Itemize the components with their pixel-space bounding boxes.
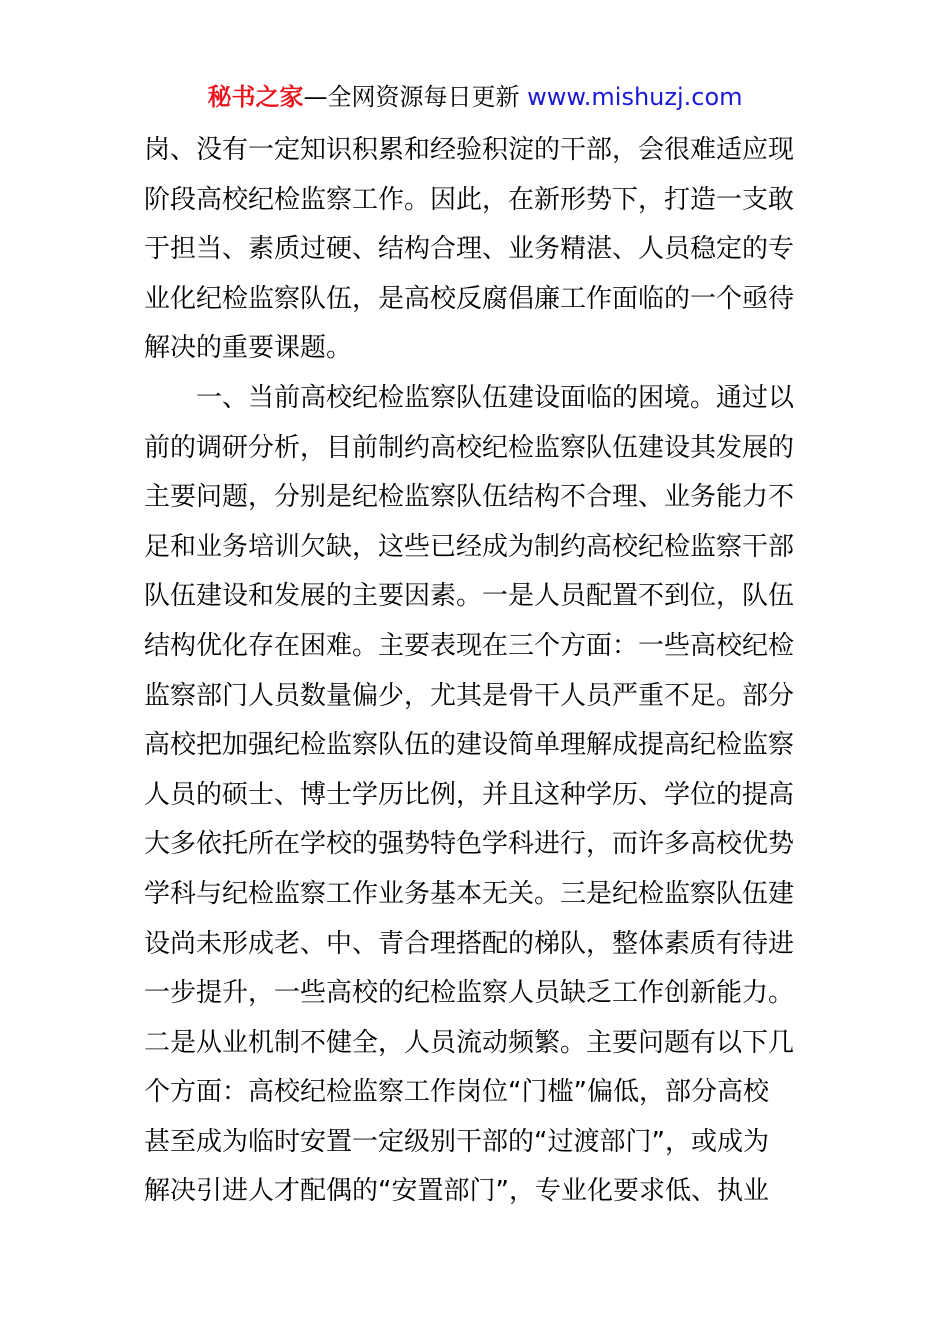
text-line: 岗、没有一定知识积累和经验积淀的干部，会很难适应现 (144, 135, 795, 165)
text-line: 人员的硕士、博士学历比例，并且这种学历、学位的提高 (144, 779, 795, 810)
text-line: 个方面：高校纪检监察工作岗位“门槛”偏低，部分高校 (144, 1077, 769, 1108)
document-body (144, 126, 806, 1217)
text-line: 业化纪检监察队伍，是高校反腐倡廉工作面临的一个亟待 (144, 283, 795, 314)
text-line: 监察部门人员数量偏少，尤其是骨干人员严重不足。部分 (144, 680, 795, 711)
text-line: 大多依托所在学校的强势特色学科进行，而许多高校优势 (144, 829, 795, 860)
text-line: 学科与纪检监察工作业务基本无关。三是纪检监察队伍建 (144, 878, 795, 909)
text-line: 设尚未形成老、中、青合理搭配的梯队，整体素质有待进 (144, 928, 795, 959)
section-heading-line: 一、当前高校纪检监察队伍建设面临的困境。通过以 (196, 382, 795, 413)
text-line: 结构优化存在困难。主要表现在三个方面：一些高校纪检 (144, 630, 795, 661)
text-line: 甚至成为临时安置一定级别干部的“过渡部门”，或成为 (144, 1126, 769, 1157)
text-line: 解决引进人才配偶的“安置部门”，专业化要求低、执业 (144, 1176, 769, 1207)
text-line: 一步提升，一些高校的纪检监察人员缺乏工作创新能力。 (144, 978, 795, 1009)
text-line: 队伍建设和发展的主要因素。一是人员配置不到位，队伍 (144, 581, 795, 612)
site-url-link[interactable]: www.mishuzj.com (527, 83, 743, 111)
site-tagline: —全网资源每日更新 (303, 83, 528, 111)
text-line: 前的调研分析，目前制约高校纪检监察队伍建设其发展的 (144, 432, 795, 463)
site-brand: 秘书之家 (207, 83, 304, 111)
text-line: 于担当、素质过硬、结构合理、业务精湛、人员稳定的专 (144, 234, 795, 265)
text-line: 主要问题，分别是纪检监察队伍结构不合理、业务能力不 (144, 482, 795, 513)
site-header (0, 80, 950, 114)
text-line: 二是从业机制不健全，人员流动频繁。主要问题有以下几 (144, 1027, 795, 1058)
text-line: 阶段高校纪检监察工作。因此，在新形势下，打造一支敢 (144, 184, 795, 215)
text-line: 高校把加强纪检监察队伍的建设简单理解成提高纪检监察 (144, 730, 795, 761)
text-line: 足和业务培训欠缺，这些已经成为制约高校纪检监察干部 (144, 531, 795, 562)
text-line: 解决的重要课题。 (144, 333, 353, 364)
